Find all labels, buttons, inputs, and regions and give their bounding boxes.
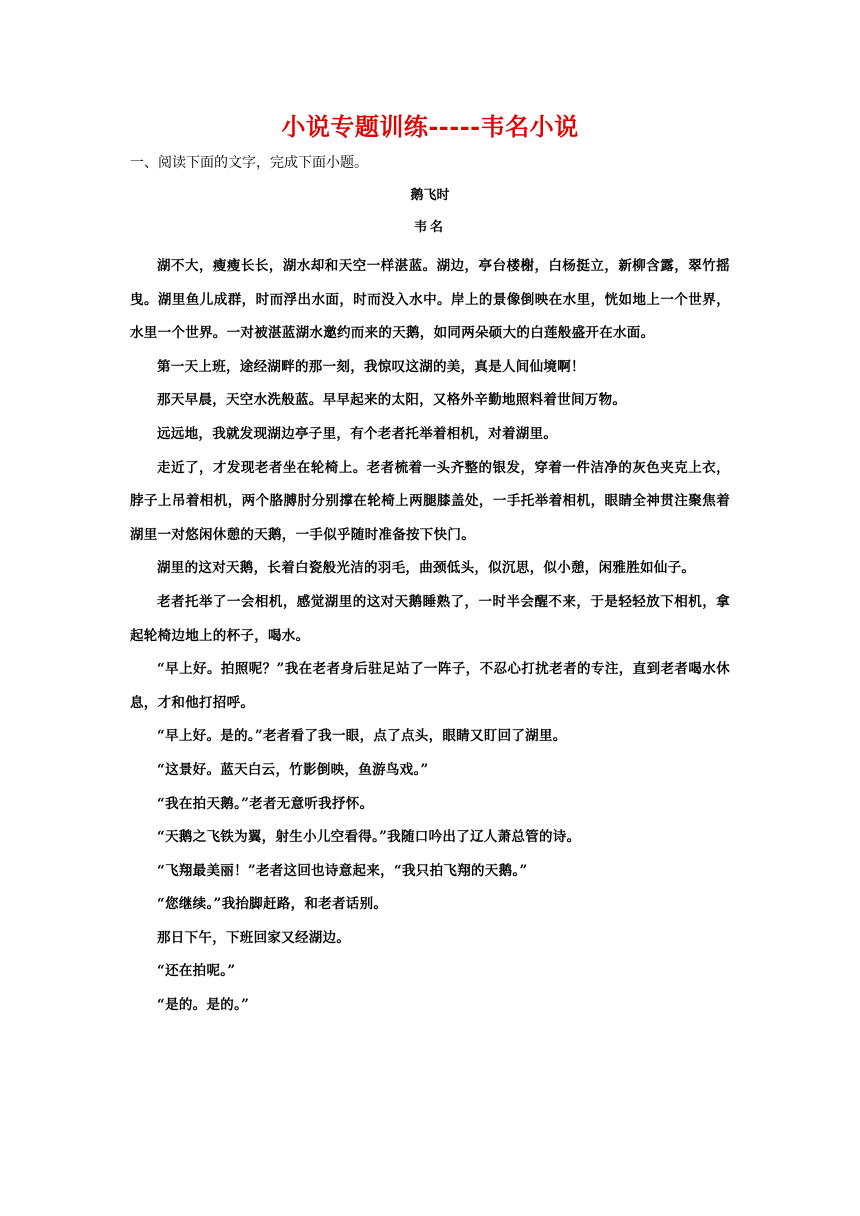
paragraph: 那日下午，下班回家又经湖边。 — [157, 929, 351, 946]
section-heading: 一、阅读下面的文字，完成下面小题。 — [130, 155, 368, 171]
document-title: 小说专题训练-----韦名小说 — [281, 112, 579, 141]
paragraph: “天鹅之飞铁为翼，射生小儿空看得。”我随口吟出了辽人萧总管的诗。 — [157, 829, 581, 846]
paragraph: 第一天上班，途经湖畔的那一刻，我惊叹这湖的美，真是人间仙境啊！ — [157, 358, 585, 375]
paragraph: “这景好。蓝天白云，竹影倒映，鱼游鸟戏。” — [157, 761, 429, 778]
paragraph: “早上好。拍照呢？”我在老者身后驻足站了一阵子，不忍心打扰老者的专注，直到老者喝水休息，才和他打招呼。 — [130, 661, 730, 711]
paragraph: 远远地，我就发现湖边亭子里，有个老者托举着相机，对着湖里。 — [157, 425, 558, 442]
paragraph: “我在拍天鹅。”老者无意听我抒怀。 — [157, 795, 374, 812]
story-title: 鹅飞时 — [410, 188, 450, 203]
paragraph: 湖里的这对天鹅，长着白瓷般光洁的羽毛，曲颈低头，似沉思，似小憩，闲雅胜如仙子。 — [157, 560, 696, 577]
story-body — [130, 250, 730, 1023]
paragraph: “早上好。是的。”老者看了我一眼，点了点头，眼睛又盯回了湖里。 — [157, 728, 567, 745]
story-author: 韦名 — [413, 220, 446, 235]
paragraph: “飞翔最美丽！”老者这回也诗意起来，“我只拍飞翔的天鹅。” — [157, 862, 528, 879]
document-content — [130, 111, 730, 1023]
paragraph: “是的。是的。” — [157, 997, 250, 1014]
paragraph: 走近了，才发现老者坐在轮椅上。老者梳着一头齐整的银发，穿着一件洁净的灰色夹克上衣，脖子上吊着相机，两个胳膊肘分别撑在轮椅上两腿膝盖处，一手托举着相机，眼睛全神贯注聚焦着湖里一对悠闲休憩的天鹅，一手似乎随时准备按下快门。 — [130, 459, 730, 543]
paragraph: 湖不大，瘦瘦长长，湖水却和天空一样湛蓝。湖边，亭台楼榭，白杨挺立，新柳含露，翠竹摇曳。湖里鱼儿成群，时而浮出水面，时而没入水中。岸上的景像倒映在水里，恍如地上一个世界，水里一个世界。一对被湛蓝湖水邀约而来的天鹅，如同两朵硕大的白莲般盛开在水面。 — [130, 258, 730, 342]
paragraph: “还在拍呢。” — [157, 963, 236, 980]
paragraph: 那天早晨，天空水洗般蓝。早早起来的太阳，又格外辛勤地照料着世间万物。 — [157, 392, 627, 409]
paragraph: 老者托举了一会相机，感觉湖里的这对天鹅睡熟了，一时半会醒不来，于是轻轻放下相机，拿起轮椅边地上的杯子，喝水。 — [130, 593, 730, 644]
paragraph: “您继续。”我抬脚赶路，和老者话别。 — [157, 896, 388, 913]
